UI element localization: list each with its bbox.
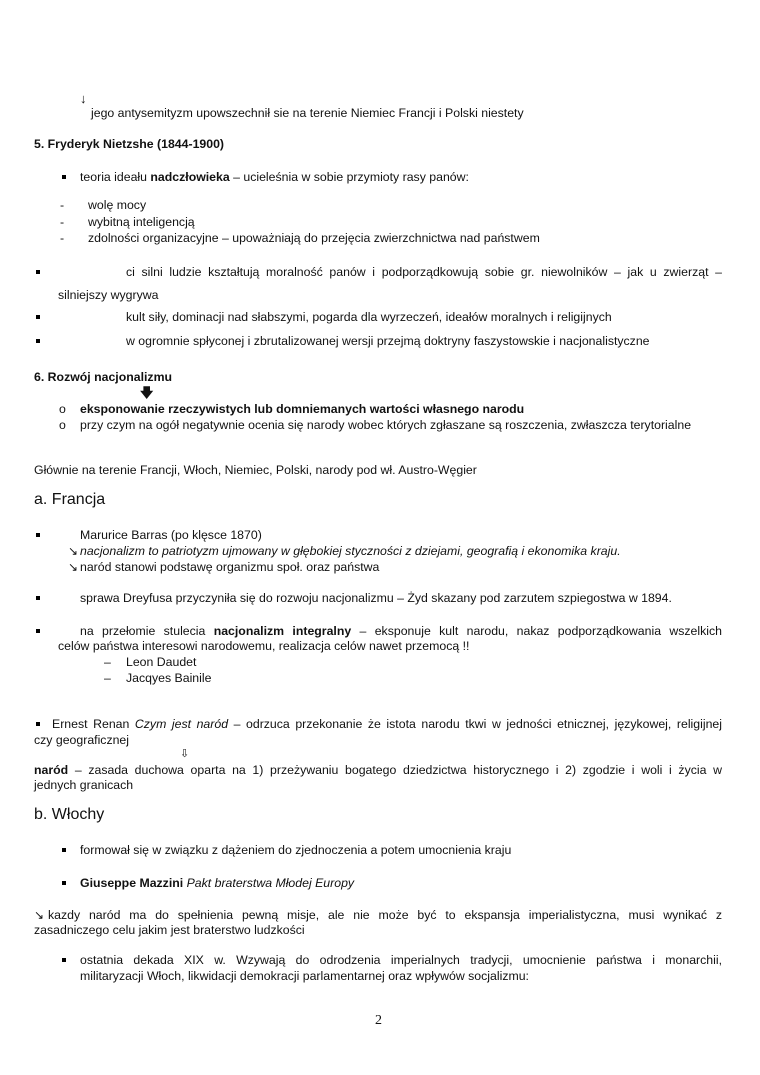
text-line: nacjonalizm to patriotyzm ujmowany w głębokiej styczności z dziejami, geografią i ekonomika kraju. bbox=[80, 544, 621, 558]
arrow-southeast-icon: ↘ bbox=[34, 908, 45, 922]
dash-marker: - bbox=[60, 198, 65, 212]
bullet-square-icon bbox=[36, 315, 40, 319]
text-line: kult siły, dominacji nad słabszymi, pogarda dla wyrzeczeń, ideałów moralnych i religijnych bbox=[126, 310, 612, 324]
list-item: Leon Daudet bbox=[126, 655, 197, 669]
dash-marker: – bbox=[104, 671, 111, 685]
circle-bullet-icon: o bbox=[59, 418, 66, 432]
dash-marker: – bbox=[104, 655, 111, 669]
text-line: ostatnia dekada XIX w. Wzywają do odrodzenia imperialnych tradycji, umocnienie państwa i monarchii, bbox=[80, 953, 722, 967]
list-item: Jacqyes Bainile bbox=[126, 671, 212, 685]
bullet-square-icon bbox=[62, 958, 66, 962]
arrow-down-outline-icon: ⇩ bbox=[180, 748, 190, 760]
section-heading-nietzsche: 5. Fryderyk Nietzshe (1844-1900) bbox=[34, 137, 225, 151]
text-line: na przełomie stulecia nacjonalizm integralny – eksponuje kult narodu, nakaz podporządkowania wszelkich bbox=[80, 624, 722, 638]
text-line: w ogromnie spłyconej i zbrutalizowanej wersji przejmą doktryny faszystowskie i nacjonalistyczne bbox=[126, 334, 650, 348]
arrow-southeast-icon: ↘ bbox=[68, 544, 79, 558]
section-heading-nationalism: 6. Rozwój nacjonalizmu bbox=[34, 370, 173, 384]
arrow-southeast-icon: ↘ bbox=[68, 560, 79, 574]
text-line: Giuseppe Mazzini Pakt braterstwa Młodej Europy bbox=[80, 876, 355, 890]
text-line: celów państwa interesowi narodowemu, realizacja celów nawet przemocą !! bbox=[58, 639, 470, 653]
list-item: wybitną inteligencją bbox=[88, 215, 195, 229]
dash-marker: - bbox=[60, 215, 65, 229]
circle-bullet-icon: o bbox=[59, 402, 66, 416]
text-line: Marurice Barras (po klęsce 1870) bbox=[80, 528, 262, 542]
list-item: wolę mocy bbox=[88, 198, 147, 212]
bullet-square-icon bbox=[62, 881, 66, 885]
text-line: czy geograficznej bbox=[34, 733, 130, 747]
bullet-square-icon bbox=[62, 175, 66, 179]
text-line: formował się w związku z dążeniem do zjednoczenia a potem umocnienia kraju bbox=[80, 843, 512, 857]
text-line: jednych granicach bbox=[34, 778, 134, 792]
bullet-square-icon bbox=[36, 339, 40, 343]
page-number: 2 bbox=[375, 1013, 382, 1028]
text-line: militaryzacji Włoch, likwidacji demokracji parlamentarnej oraz wpływów socjalizmu: bbox=[80, 969, 529, 983]
bullet-square-icon bbox=[36, 533, 40, 537]
bullet-square-icon bbox=[36, 722, 40, 726]
list-item: zdolności organizacyjne – upoważniają do przejęcia zwierzchnictwa nad państwem bbox=[88, 231, 540, 245]
text-line: teoria ideału nadczłowieka – ucieleśnia w sobie przymioty rasy panów: bbox=[80, 170, 469, 184]
text-line: silniejszy wygrywa bbox=[58, 288, 159, 302]
section-heading-france: a. Francja bbox=[34, 491, 106, 508]
list-item: przy czym na ogół negatywnie ocenia się narody wobec których zgłaszane są roszczenia, zwłaszcza terytorialne bbox=[80, 418, 692, 432]
dash-marker: - bbox=[60, 231, 65, 245]
text-line: Ernest Renan Czym jest naród – odrzuca przekonanie że istota narodu tkwi w jedności etnicznej, językowej, religijnej bbox=[52, 717, 722, 731]
text-line: jego antysemityzm upowszechnił sie na terenie Niemiec Francji i Polski niestety bbox=[91, 106, 524, 120]
text-line: sprawa Dreyfusa przyczyniła się do rozwoju nacjonalizmu – Żyd skazany pod zarzutem szpiegostwa w 1894. bbox=[80, 591, 672, 605]
text-line: ci silni ludzie kształtują moralność panów i podporządkowują sobie gr. niewolników – jak u zwierząt – bbox=[126, 265, 722, 279]
text-line: zasadniczego celu jakim jest braterstwo ludzkości bbox=[34, 923, 305, 937]
text-line: kazdy naród ma do spełnienia pewną misje, ale nie może być to ekspansja imperialistyczna, musi wynikać z bbox=[48, 908, 722, 922]
text-line: naród stanowi podstawę organizmu społ. oraz państwa bbox=[80, 560, 380, 574]
arrow-down-icon: 🡇 bbox=[140, 385, 154, 400]
text-line: naród – zasada duchowa oparta na 1) przeżywaniu bogatego dziedzictwa historycznego i 2) zgodzie i woli i życia w bbox=[34, 763, 722, 777]
bullet-square-icon bbox=[36, 629, 40, 633]
bullet-square-icon bbox=[62, 848, 66, 852]
arrow-down-icon: ↓ bbox=[80, 91, 87, 106]
section-heading-italy: b. Włochy bbox=[34, 806, 105, 823]
text-line: Głównie na terenie Francji, Włoch, Niemiec, Polski, narody pod wł. Austro-Węgier bbox=[34, 463, 477, 477]
bullet-square-icon bbox=[36, 270, 40, 274]
bullet-square-icon bbox=[36, 596, 40, 600]
list-item: eksponowanie rzeczywistych lub domniemanych wartości własnego narodu bbox=[80, 402, 525, 416]
